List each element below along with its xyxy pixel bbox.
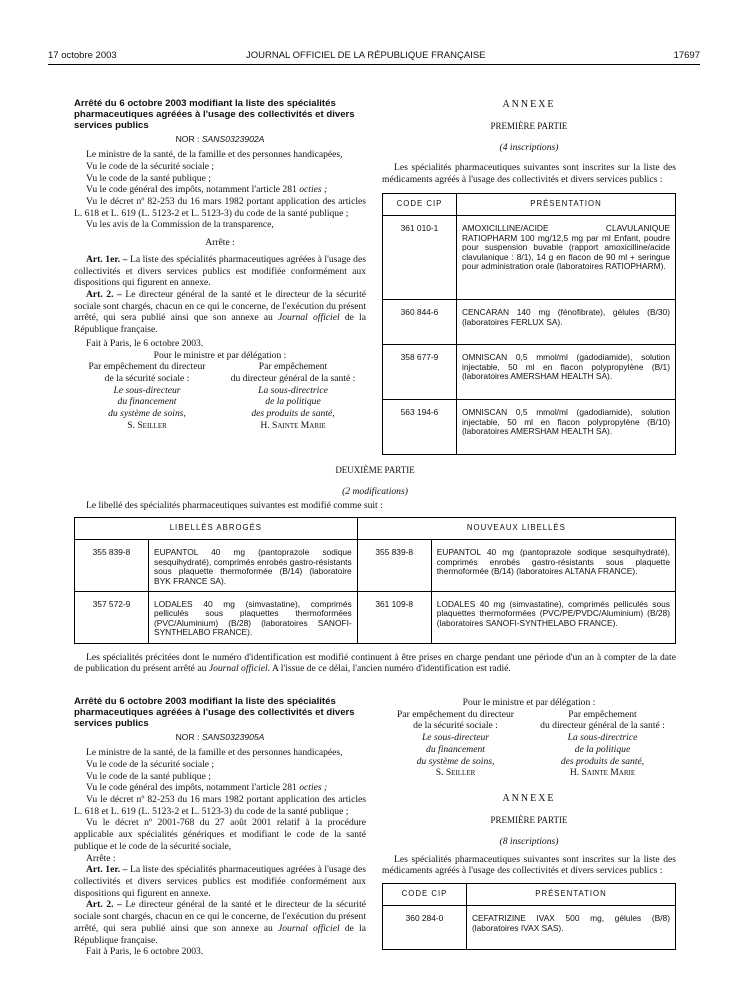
- table-row: [383, 400, 676, 455]
- arrete-2: [74, 697, 366, 958]
- arrete-1-signatures: [74, 361, 366, 431]
- table-header-row: [75, 518, 676, 540]
- partie-2-note: Les spécialités précitées dont le numéro d'identification est modifié continuent à être prises en charge pendant une période d'un an à compter de la date de publication du présent arrêté au Journal officiel. A l'issue de ce délai, l'ancien numéro d'identification est radié.: [74, 651, 676, 675]
- partie-2-modifications: (2 modifications): [342, 485, 408, 497]
- signature-right: Par empêchement du directeur général de la santé : La sous-directrice de la politique des produits de santé, H. Sainte Marie: [540, 708, 665, 779]
- arrete-1: [74, 99, 366, 431]
- header-date: 17 octobre 2003: [48, 50, 117, 61]
- annexe-1-table: [382, 193, 676, 455]
- new-code: 361 109-8: [357, 591, 431, 643]
- signature-right: Par empêchement du directeur général de la santé : La sous-directrice de la politique des produits de santé, H. Sainte Marie: [230, 361, 356, 431]
- presentation-text: OMNISCAN 0,5 mmol/ml (gadodiamide), solution injectable, 50 ml en flacon polypropylène (B/1) (laboratoires AMERSHAM HEALTH SA).: [457, 345, 676, 400]
- arrete-1-title: Arrêté du 6 octobre 2003 modifiant la liste des spécialités pharmaceutiques agréées à l'usage des collectivités et divers services publics: [74, 98, 355, 131]
- header-rule: [48, 64, 700, 65]
- arrete-2-title: Arrêté du 6 octobre 2003 modifiant la liste des spécialités pharmaceutiques agréées à l'usage des collectivités et divers services publics: [74, 696, 355, 729]
- table-row: [75, 540, 676, 591]
- presentation-text: AMOXICILLINE/ACIDE CLAVULANIQUE RATIOPHARM 100 mg/12,5 mg par ml Enfant, poudre pour suspension buvable (rapport amoxicilline/acide clavulanique : 8/1), 14 g en flacon de 90 ml + seringue pour administration orale (laboratoires RATIOPHARM).: [457, 216, 676, 300]
- arrete-1-nor: NOR : SANS0323902A: [175, 133, 265, 144]
- partie-2-table: [74, 517, 676, 643]
- arrete-2-vu-2: Vu le code de la santé publique ;: [86, 770, 211, 782]
- arrete-1-vu-5: Vu les avis de la Commission de la transparence,: [86, 219, 274, 231]
- arrete-2-pour: Pour le ministre et par délégation :: [462, 697, 596, 708]
- annexe-1-intro: Les spécialités pharmaceutiques suivantes sont inscrites sur la liste des médicaments agréés à l'usage des collectivités et divers services publics :: [382, 161, 676, 185]
- new-libelle: EUPANTOL 40 mg (pantoprazole sodique sesquihydraté), comprimés enrobés gastro-résistants sous plaquette thermoformée (B/14) (laboratoires ALTANA FRANCE).: [431, 540, 675, 591]
- col-presentation: PRÉSENTATION: [457, 194, 676, 216]
- partie-2-intro: Le libellé des spécialités pharmaceutiques suivantes est modifié comme suit :: [86, 499, 383, 511]
- annexe-1-partie: PREMIÈRE PARTIE: [490, 121, 568, 132]
- table-row: [75, 591, 676, 643]
- arrete-2-right: [382, 697, 676, 950]
- signature-left: Par empêchement du directeur de la sécurité sociale : Le sous-directeur du financement du système de soins, S. Seiller: [397, 708, 514, 779]
- col-libelles-abroges: LIBELLÉS ABROGÉS: [75, 518, 358, 540]
- arrete-2-article-1: Art. 1er. – La liste des spécialités pharmaceutiques agréées à l'usage des collectivités et divers services publics est modifiée conformément aux dispositions qui figurent en annexe.: [74, 864, 366, 899]
- annexe-2-title: ANNEXE: [502, 792, 556, 804]
- old-libelle: LODALES 40 mg (simvastatine), comprimés pelliculés sous plaquettes thermoformées (PVC/Aluminium) (B/28) (laboratoires SANOFI-SYNTHELABO FRANCE).: [149, 591, 358, 643]
- table-row: [383, 300, 676, 345]
- annexe-2-inscriptions: (8 inscriptions): [499, 836, 559, 848]
- col-presentation: PRÉSENTATION: [467, 884, 676, 906]
- table-header-row: [383, 194, 676, 216]
- old-code: 357 572-9: [75, 591, 149, 643]
- cip-code: 361 010-1: [383, 216, 457, 300]
- presentation-text: CENCARAN 140 mg (fénofibrate), gélules (B/30) (laboratoires FERLUX SA).: [457, 300, 676, 345]
- old-code: 355 839-8: [75, 540, 149, 591]
- arrete-1-fait: Fait à Paris, le 6 octobre 2003.: [86, 337, 204, 349]
- annexe-2-partie: PREMIÈRE PARTIE: [490, 815, 568, 826]
- presentation-text: CEFATRIZINE IVAX 500 mg, gélules (B/8) (laboratoires IVAX SAS).: [467, 906, 676, 950]
- col-code-cip: CODE CIP: [383, 194, 457, 216]
- header-page-number: 17697: [673, 50, 700, 61]
- arrete-2-article-2: Art. 2. – Le directeur général de la santé et le directeur de la sécurité sociale sont chargés, chacun en ce qui le concerne, de l'exécution du présent arrêté, qui sera publié ainsi que son annexe au Journal officiel de la République française.: [74, 899, 366, 946]
- new-code: 355 839-8: [357, 540, 431, 591]
- cip-code: 360 844-6: [383, 300, 457, 345]
- annexe-1-title: ANNEXE: [502, 99, 556, 110]
- old-libelle: EUPANTOL 40 mg (pantoprazole sodique sesquihydraté), comprimés enrobés gastro-résistants sous plaquette thermoformée (B/14) (laboratoire BYK FRANCE SA).: [149, 540, 358, 591]
- table-header-row: [383, 884, 676, 906]
- signature-left: Par empêchement du directeur de la sécurité sociale : Le sous-directeur du financement du système de soins, S. Seiller: [88, 361, 206, 431]
- arrete-2-nor: NOR : SANS0323905A: [175, 731, 265, 742]
- arrete-1-vu-1: Vu le code de la sécurité sociale ;: [86, 160, 215, 172]
- annexe-2-table: [382, 883, 676, 950]
- arrete-2-vu-3: Vu le code général des impôts, notamment l'article 281 octies ;: [86, 782, 328, 794]
- col-code-cip: CODE CIP: [383, 884, 467, 906]
- table-row: [383, 345, 676, 400]
- arrete-1-pour: Pour le ministre et par délégation :: [153, 349, 287, 361]
- arrete-1-article-1: Art. 1er. – La liste des spécialités pharmaceutiques agréées à l'usage des collectivités et divers services publics est modifiée conformément aux dispositions qui figurent en annexe.: [74, 253, 366, 289]
- presentation-text: OMNISCAN 0,5 mmol/ml (gadodiamide), solution injectable, 50 ml en flacon polypropylène (B/10) (laboratoires AMERSHAM HEALTH SA).: [457, 400, 676, 455]
- arrete-1-minister: Le ministre de la santé, de la famille et des personnes handicapées,: [86, 149, 343, 161]
- arrete-1-article-2: Art. 2. – Le directeur général de la santé et le directeur de la sécurité sociale sont chargés, chacun en ce qui le concerne, de l'exécution du présent arrêté, qui sera publié ainsi que son annexe au Journal officiel de la République française.: [74, 288, 366, 336]
- annexe-1: [382, 99, 676, 455]
- arrete-2-vu-4: Vu le décret nº 82-253 du 16 mars 1982 portant application des articles L. 618 et L. 619 (L. 5123-2 et L. 5123-3) du code de la santé publique ;: [74, 794, 366, 817]
- col-nouveaux-libelles: NOUVEAUX LIBELLÉS: [357, 518, 675, 540]
- arrete-2-vu-5: Vu le décret nº 2001-768 du 27 août 2001 relatif à la procédure applicable aux spécialités génériques et modifiant le code de la santé publique et le code de la sécurité sociale,: [74, 817, 366, 852]
- arrete-2-minister: Le ministre de la santé, de la famille et des personnes handicapées,: [86, 747, 343, 759]
- arrete-1-vu-4: Vu le décret nº 82-253 du 16 mars 1982 portant application des articles L. 618 et L. 619 (L. 5123-2 et L. 5123-3) du code de la santé publique ;: [74, 196, 366, 219]
- header-journal: JOURNAL OFFICIEL DE LA RÉPUBLIQUE FRANÇAISE: [246, 50, 486, 61]
- table-row: [383, 906, 676, 950]
- cip-code: 563 194-6: [383, 400, 457, 455]
- cip-code: 360 284-0: [383, 906, 467, 950]
- partie-2: [74, 465, 676, 675]
- arrete-2-arrete: Arrête :: [86, 852, 116, 864]
- table-row: [383, 216, 676, 300]
- arrete-2-fait: Fait à Paris, le 6 octobre 2003.: [86, 946, 204, 958]
- arrete-1-vu-3: Vu le code général des impôts, notamment l'article 281 octies ;: [86, 184, 328, 196]
- arrete-2-vu-1: Vu le code de la sécurité sociale ;: [86, 758, 215, 770]
- new-libelle: LODALES 40 mg (simvastatine), comprimés pelliculés sous plaquettes thermoformées (PVC/PE/PVDC/Aluminium) (B/28) (laboratoires SANOFI-SYNTHELABO FRANCE).: [431, 591, 675, 643]
- cip-code: 358 677-9: [383, 345, 457, 400]
- partie-2-title: DEUXIÈME PARTIE: [335, 465, 415, 475]
- annexe-2-intro: Les spécialités pharmaceutiques suivantes sont inscrites sur la liste des médicaments agréés à l'usage des collectivités et divers services publics :: [382, 853, 676, 877]
- arrete-1-vu-2: Vu le code de la santé publique ;: [86, 172, 211, 184]
- arrete-1-arrete: Arrête :: [205, 237, 235, 249]
- arrete-2-signatures: [382, 709, 676, 779]
- annexe-1-inscriptions: (4 inscriptions): [499, 142, 559, 154]
